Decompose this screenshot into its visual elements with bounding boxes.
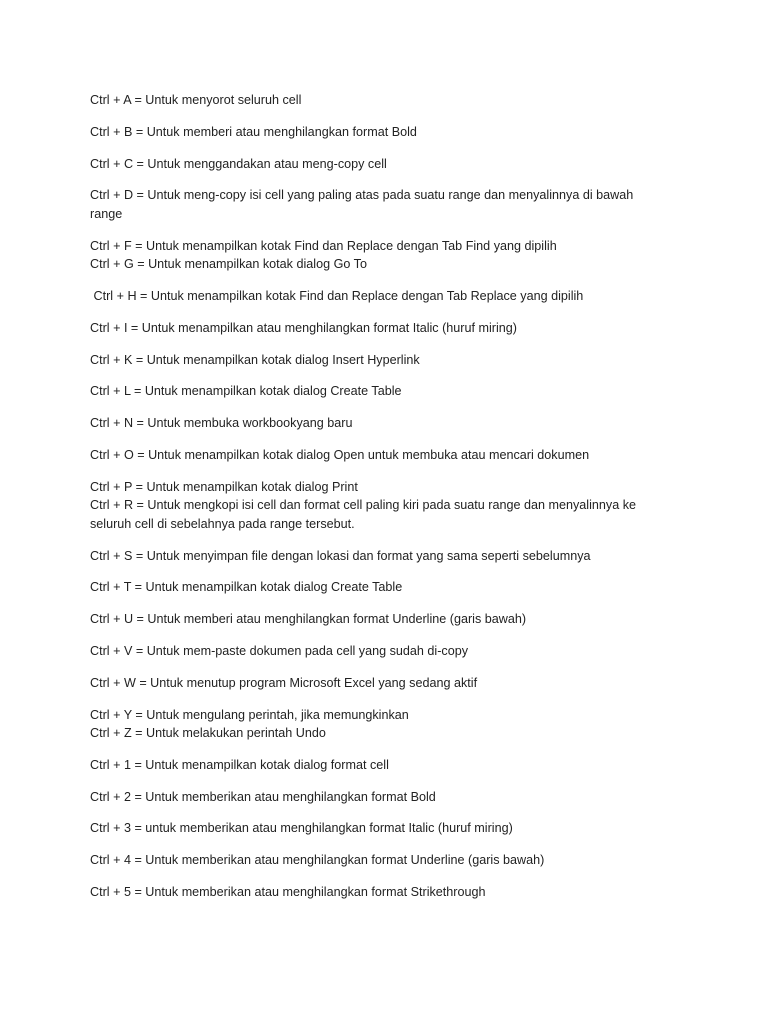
shortcut-paragraph (90, 578, 678, 597)
shortcut-paragraph (90, 319, 678, 338)
shortcut-line: Ctrl + K = Untuk menampilkan kotak dialog Insert Hyperlink (90, 352, 420, 367)
shortcut-paragraph (90, 547, 678, 566)
shortcut-paragraph (90, 883, 678, 902)
shortcut-paragraph (90, 155, 678, 174)
shortcut-paragraph (90, 642, 678, 661)
shortcut-line: Ctrl + I = Untuk menampilkan atau menghilangkan format Italic (huruf miring) (90, 320, 517, 335)
shortcut-paragraph (90, 674, 678, 693)
shortcut-paragraph (90, 186, 678, 223)
shortcut-paragraph (90, 446, 678, 465)
shortcut-paragraph (90, 123, 678, 142)
shortcut-paragraph (90, 478, 678, 534)
shortcut-paragraph (90, 414, 678, 433)
shortcut-line: Ctrl + P = Untuk menampilkan kotak dialog Print (90, 479, 358, 494)
shortcut-line: Ctrl + A = Untuk menyorot seluruh cell (90, 93, 302, 107)
shortcut-paragraph (90, 351, 678, 370)
shortcut-line: Ctrl + 2 = Untuk memberikan atau menghilangkan format Bold (90, 789, 436, 804)
shortcut-line: Ctrl + Y = Untuk mengulang perintah, jika memungkinkan (90, 707, 409, 722)
shortcut-line: Ctrl + V = Untuk mem-paste dokumen pada cell yang sudah di-copy (90, 643, 469, 658)
shortcut-line: Ctrl + 3 = untuk memberikan atau menghilangkan format Italic (huruf miring) (90, 821, 513, 836)
shortcut-line: Ctrl + R = Untuk mengkopi isi cell dan format cell paling kiri pada suatu range dan menyalinnya ke (90, 498, 637, 513)
shortcut-paragraph (90, 610, 678, 629)
shortcut-paragraph (90, 788, 678, 807)
document-body (90, 91, 678, 902)
shortcut-line: Ctrl + C = Untuk menggandakan atau meng-copy cell (90, 156, 387, 171)
shortcut-line: Ctrl + S = Untuk menyimpan file dengan lokasi dan format yang sama seperti sebelumnya (90, 548, 591, 563)
shortcut-line: Ctrl + N = Untuk membuka workbookyang baru (90, 416, 353, 431)
shortcut-line: Ctrl + F = Untuk menampilkan kotak Find dan Replace dengan Tab Find yang dipilih (90, 238, 557, 253)
shortcut-paragraph (90, 706, 678, 743)
shortcut-line: Ctrl + T = Untuk menampilkan kotak dialog Create Table (90, 580, 403, 595)
shortcut-line: range (90, 206, 123, 221)
shortcut-line: Ctrl + W = Untuk menutup program Microsoft Excel yang sedang aktif (90, 675, 478, 690)
shortcut-paragraph (90, 756, 678, 775)
shortcut-line: seluruh cell di sebelahnya pada range tersebut. (90, 516, 355, 531)
shortcut-paragraph (90, 237, 678, 274)
shortcut-paragraph (90, 851, 678, 870)
shortcut-paragraph (90, 91, 678, 110)
shortcut-line: Ctrl + Z = Untuk melakukan perintah Undo (90, 726, 326, 741)
shortcut-line: Ctrl + 4 = Untuk memberikan atau menghilangkan format Underline (garis bawah) (90, 853, 545, 868)
shortcut-line: Ctrl + D = Untuk meng-copy isi cell yang paling atas pada suatu range dan menyalinnya di bawah (90, 188, 634, 203)
shortcut-line: Ctrl + H = Untuk menampilkan kotak Find dan Replace dengan Tab Replace yang dipilih (90, 288, 584, 303)
shortcut-paragraph (90, 819, 678, 838)
shortcut-line: Ctrl + L = Untuk menampilkan kotak dialog Create Table (90, 384, 402, 399)
shortcut-line: Ctrl + 5 = Untuk memberikan atau menghilangkan format Strikethrough (90, 885, 486, 900)
shortcut-line: Ctrl + 1 = Untuk menampilkan kotak dialog format cell (90, 757, 389, 772)
shortcut-line: Ctrl + U = Untuk memberi atau menghilangkan format Underline (garis bawah) (90, 612, 527, 627)
shortcut-paragraph (90, 287, 678, 306)
shortcut-line: Ctrl + B = Untuk memberi atau menghilangkan format Bold (90, 124, 417, 139)
shortcut-line: Ctrl + O = Untuk menampilkan kotak dialog Open untuk membuka atau mencari dokumen (90, 447, 590, 462)
shortcut-paragraph (90, 382, 678, 401)
shortcut-line: Ctrl + G = Untuk menampilkan kotak dialog Go To (90, 257, 367, 272)
